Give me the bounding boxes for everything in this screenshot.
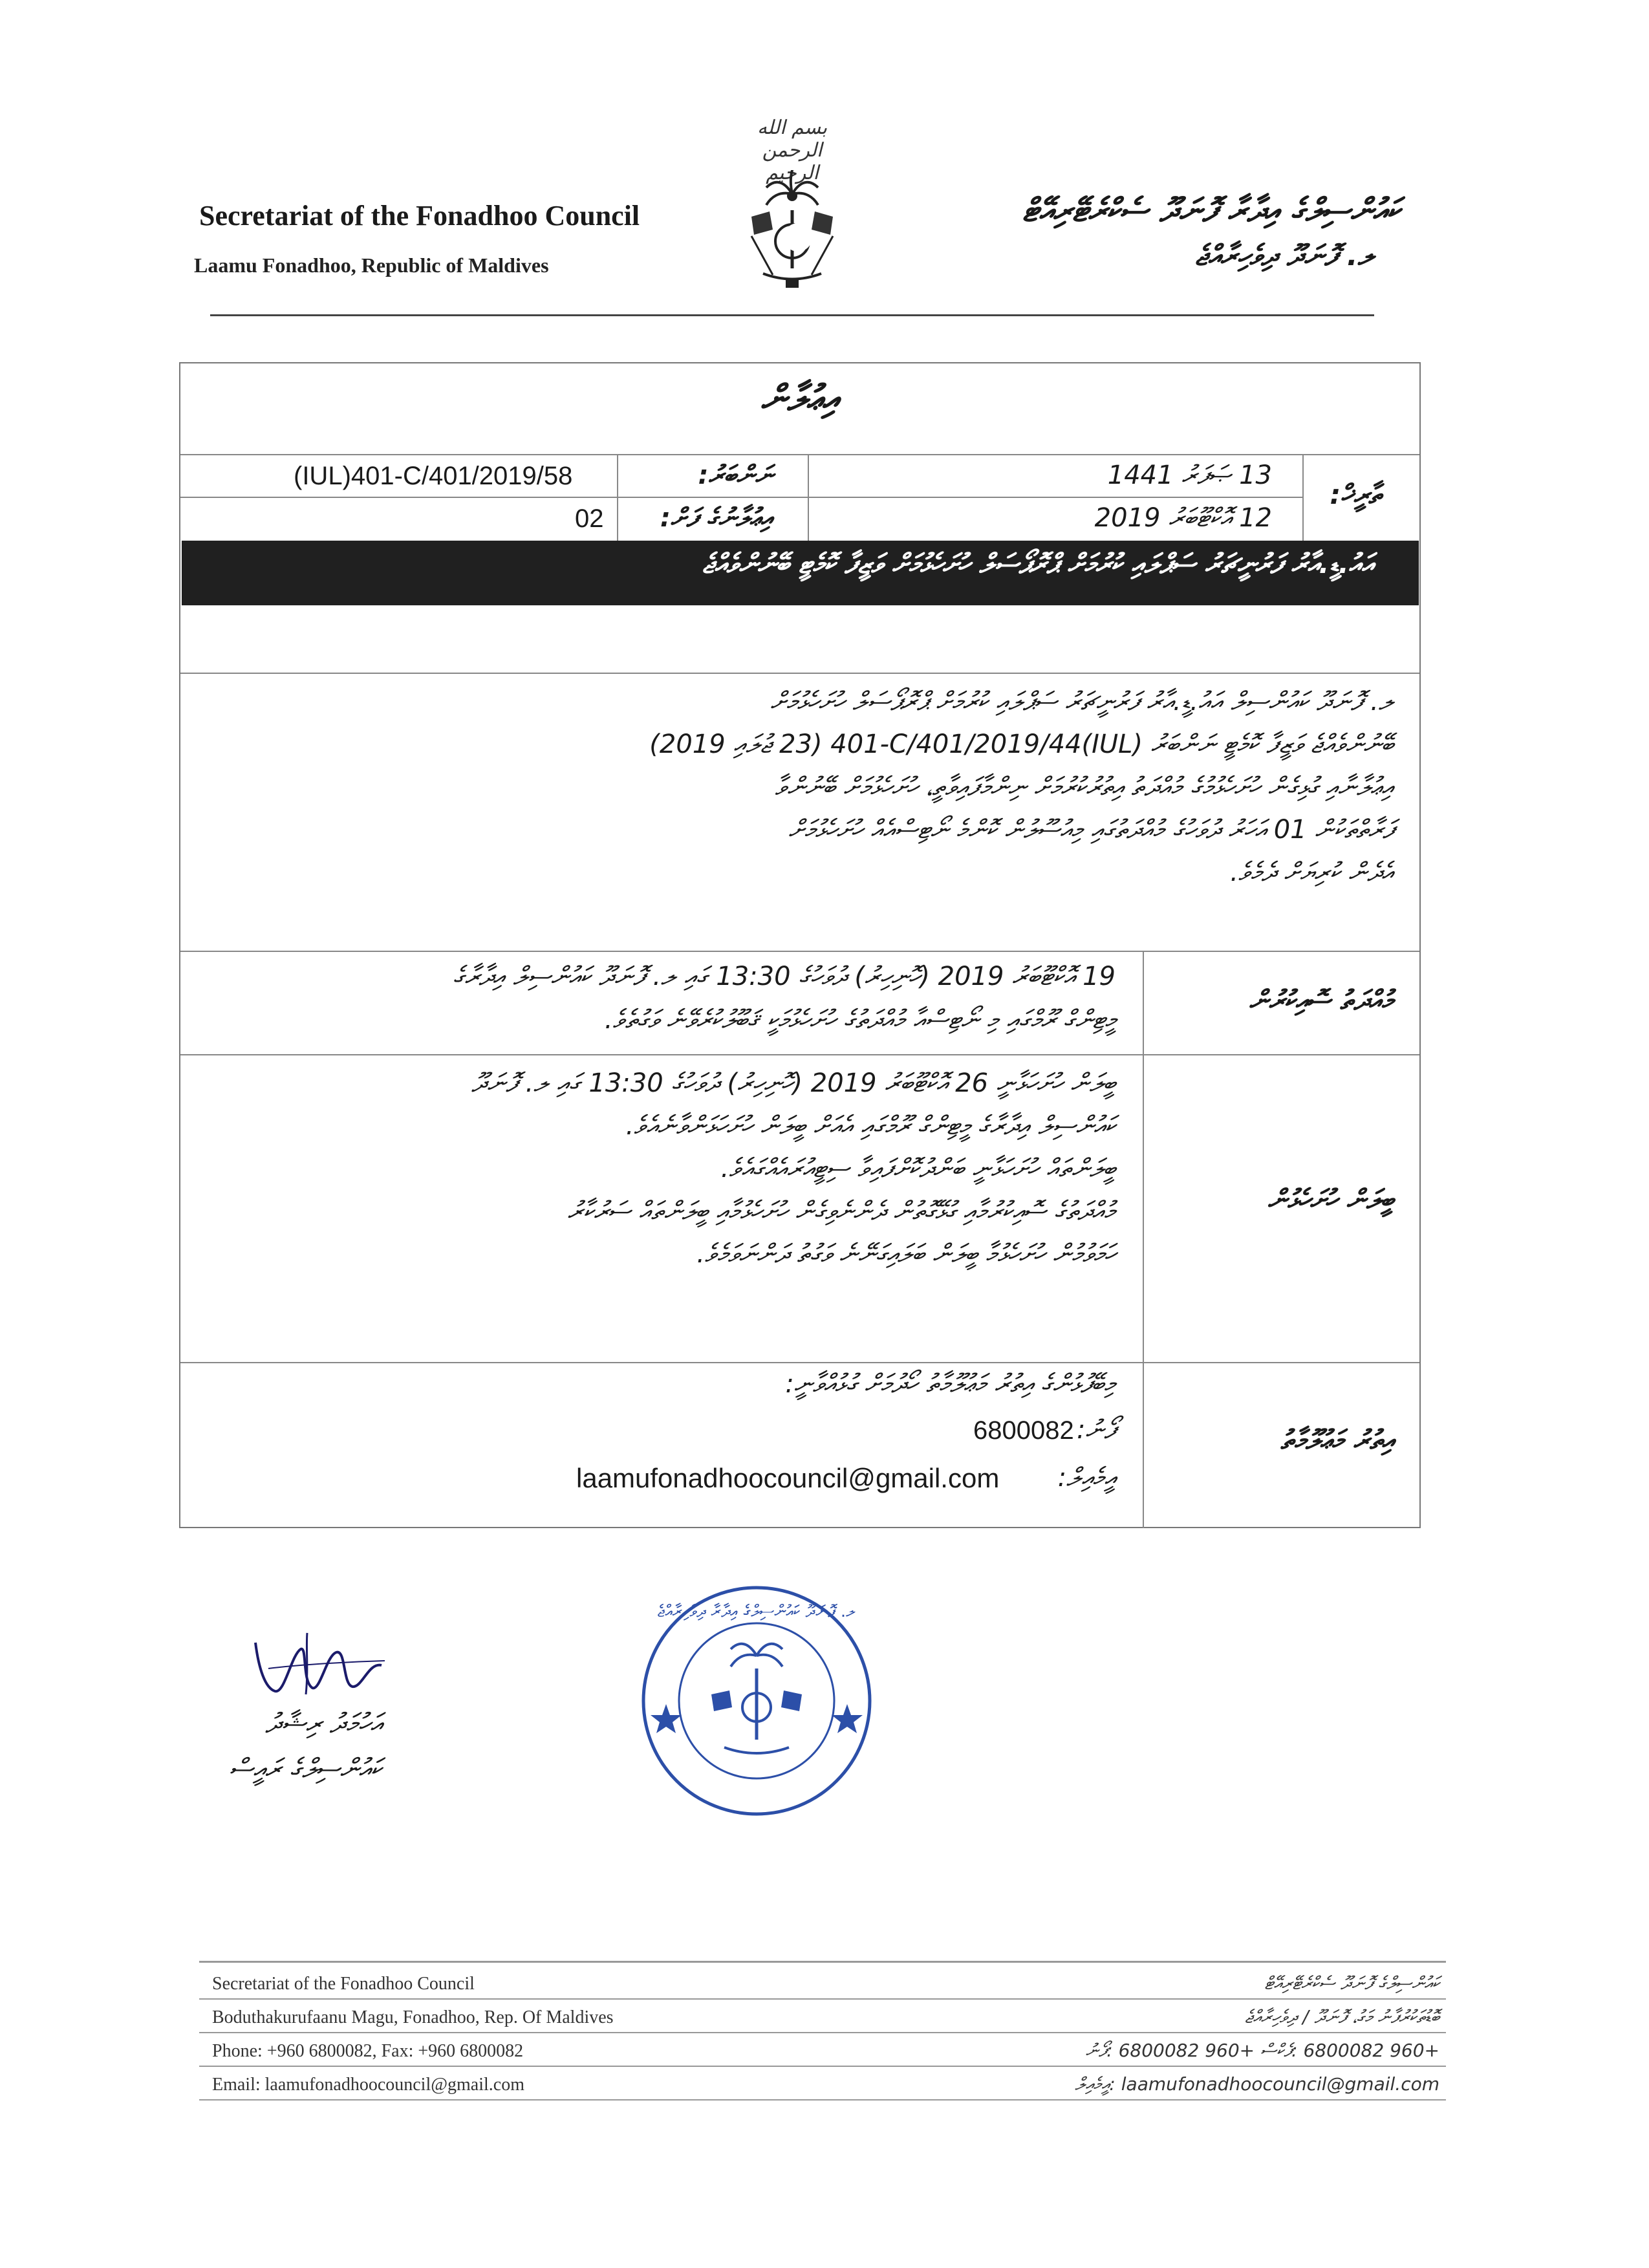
meeting-line: މުއްދަތުގެ ސޮއިކުރުމާއި ގުޅޭގޮތުން ދެންނެވިގެން ހުށަހެޅުމާއި ބީލަންތައް ސަރުކާރު [567, 1196, 1116, 1226]
footer-row [199, 2033, 1446, 2067]
col-divider [1302, 454, 1304, 541]
row-divider [180, 951, 1419, 952]
signature-icon [230, 1630, 398, 1707]
seal-text: ލ. ފޮނަދޫ ކައުންސިލްގެ އިދާރާ ދިވެހިރާއްޖެ [657, 1602, 856, 1621]
deadline-line: މީޓިންގް ރޫމްގައި މި ނޯޓިސްއާ މުއްދަތުގެ ހުށަހެޅުމަކީ ޤަބޫލުކުރެވޭނެ ވަގުތެވެ. [604, 1005, 1116, 1035]
reference-number: (IUL)401-C/401/2019/58 [294, 462, 573, 490]
footer-phone-dv: +960 6800082 :ފެކްސް +960 6800082 :ފޯނު [1085, 2040, 1439, 2061]
footer-org-name: Secretariat of the Fonadhoo Council [212, 1974, 475, 1994]
footer-top-rule [199, 1961, 1446, 1963]
org-name-dhivehi: ކައުންސިލްގެ އިދާރާ ފޮނަދޫ ސެކްރެޓޭރިއޭޓް [1022, 191, 1400, 229]
col-divider [1143, 951, 1144, 1528]
body-line: އިޢުލާނާއި ގުޅިގެން ހުށަހެޅުމުގެ މުއްދަތު އިތުރުކުރުމަށް ނިންމާފައިވާތީ، ހުށަހެޅުމަށް ބޭނުންވާ [775, 772, 1394, 802]
header-divider [210, 314, 1374, 316]
body-line: ލ. ފޮނަދޫ ކައުންސިލް އައު.ޑީ.އާރު ފަރުނީޗަރު ސަޕްލައި ކުރުމަށް ޕްރޮޕޯސަލް ހުށަހެޅުމަށް [770, 687, 1394, 717]
deadline-label: މުއްދަތު ސޮއިކުރުން [1249, 984, 1394, 1016]
footer-contact-block [199, 1966, 1446, 2095]
bismillah-calligraphy: بسم الله الرحمن الرحيم [757, 116, 828, 184]
signatory-title: ކައުންސިލްގެ ރައީސް [229, 1753, 382, 1784]
notice-heading: އިޢުލާން [760, 378, 839, 420]
row-divider [180, 497, 1302, 498]
meeting-line: ކައުންސިލް އިދާރާގެ މީޓިންގް ރޫމްގައި އެއަށް ބީލަން ހުށަހަޅަންވާނެއެވެ. [625, 1111, 1116, 1141]
meeting-label: ބީލަން ހުށަހެޅުން [1267, 1183, 1394, 1215]
official-seal-icon [634, 1578, 879, 1824]
notice-table [179, 362, 1421, 1528]
meeting-line: ބީލަން ހުށަހަޅާނީ 26 އޮކްޓޫބަރު 2019 (ހޮނިހިރު) ދުވަހުގެ 13:30 ގައި ލ. ފޮނަދޫ [471, 1068, 1116, 1098]
footer-row [199, 1966, 1446, 2000]
notice-title: އައު.ޑީ.އާރު ފަރުނީޗަރު ސަޕްލައި ކުރުމަށް ޕްރޮޕޯސަލް ހުށަހެޅުމަށް ވަޒީފާ ކޮމެޓީ ބޭނުންވެއްޖެ [702, 548, 1374, 579]
body-line: އެދެން ކުރިޔަށް ދެމެވެ. [1230, 858, 1394, 887]
org-address-english: Laamu Fonadhoo, Republic of Maldives [194, 254, 549, 277]
national-emblem-icon [737, 165, 847, 291]
number-label: ނަންބަރު: [698, 460, 773, 490]
notice-no-label: އިޢުލާނުގެ ފަށް: [660, 503, 773, 533]
row-divider [180, 1362, 1419, 1363]
row-divider [180, 454, 1419, 455]
body-line: ފަރާތްތަކުން 01 އަހަރު ދުވަހުގެ މުއްދަތުގައި މިއުސޫލުން ކޮންމެ ނޯޓިސްއެއް ހުށަހެޅުމަށް [788, 815, 1394, 845]
footer-row [199, 2067, 1446, 2101]
footer-row [199, 2000, 1446, 2033]
footer-email-dv[interactable]: laamufonadhoocouncil@gmail.com :އީމެއިލް [1075, 2073, 1439, 2095]
email-label: އީމެއިލް: [1057, 1463, 1116, 1493]
date-gregorian: 12 އޮކްޓޫބަރު 2019 [1094, 503, 1272, 533]
footer-phone: Phone: +960 6800082, Fax: +960 6800082 [212, 2041, 524, 2061]
deadline-line: 19 އޮކްޓޫބަރު 2019 (ހޮނިހިރު) ދުވަހުގެ 13:30 ގައި ލ. ފޮނަދޫ ކައުންސިލް އިދާރާގެ [453, 962, 1116, 991]
contact-intro: މިބޭފުޅުންގެ އިތުރު މަޢުލޫމާތު ހޯދުމަށް ގުޅުއްވާނީ: [785, 1369, 1116, 1399]
org-name-english: Secretariat of the Fonadhoo Council [199, 200, 640, 232]
signatory-name: އަހުމަދު ރިޝާދު [265, 1707, 382, 1739]
meeting-line: ހަމަވުމުން ހުށަހެޅުމާ ބީލަން ބަލައިގަނޭނެ ވަގުތު ދަންނަވަމެވެ. [696, 1239, 1116, 1269]
footer-email[interactable]: Email: laamufonadhoocouncil@gmail.com [212, 2075, 524, 2095]
row-divider [180, 673, 1419, 674]
date-hijri: 13 ޞަފަރު 1441 [1107, 460, 1272, 490]
footer-address-dv: ބޮޑުތަކުރުފާނު މަގު، ފޮނަދޫ / ދިވެހިރާއްޖެ [1244, 2006, 1439, 2027]
email-value[interactable]: laamufonadhoocouncil@gmail.com [576, 1463, 1000, 1493]
phone-label: ފޯނު: [1077, 1415, 1116, 1445]
row-divider [180, 1054, 1419, 1055]
org-address-dhivehi: ލ. ފޮނަދޫ ދިވެހިރާއްޖެ [1195, 239, 1374, 272]
footer-org-name-dv: ކައުންސިލްގެ ފޮނަދޫ ސެކްރެޓޭރިއޭޓް [1264, 1972, 1439, 1994]
meeting-line: ބީލަންތައް ހުށަހަޅާނީ ބަންދުކޮށްފައިވާ ސިޓީއުރައެއްގައެވެ. [720, 1154, 1116, 1183]
notice-number: 02 [575, 504, 604, 533]
body-line: ބޭނުންވެއްޖެ ވަޒީފާ ކޮމެޓީ ނަންބަރު (IUL)401-C/401/2019/44 (23 ޖުލައި 2019) [649, 729, 1394, 759]
date-label: ތާރީޚް: [1330, 479, 1381, 510]
phone-value: 6800082 [973, 1416, 1074, 1445]
footer-address: Boduthakurufaanu Magu, Fonadhoo, Rep. Of Maldives [212, 2007, 614, 2027]
contact-label: އިތުރު މަޢުލޫމާތު [1280, 1424, 1394, 1456]
